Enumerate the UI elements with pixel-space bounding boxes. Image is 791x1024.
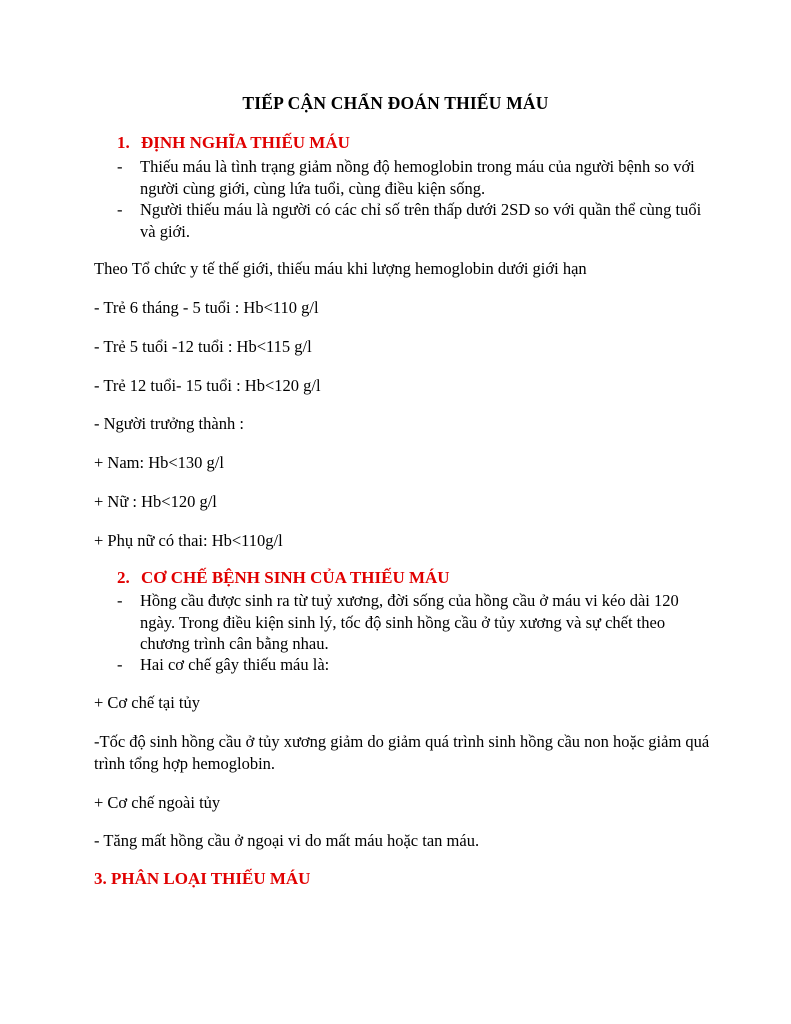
paragraph: - Trẻ 5 tuổi -12 tuổi : Hb<115 g/l: [94, 337, 312, 356]
paragraph: Theo Tổ chức y tế thế giới, thiếu máu khi lượng hemoglobin dưới giới hạn: [94, 259, 587, 278]
section-3-title: PHÂN LOẠI THIẾU MÁU: [111, 869, 311, 888]
paragraph: + Cơ chế ngoài tủy: [94, 793, 221, 812]
section-3-heading: [94, 869, 310, 889]
bullet-text: Hai cơ chế gây thiếu máu là:: [140, 655, 330, 674]
paragraph: - Người trưởng thành :: [94, 414, 244, 433]
section-3-number: 3.: [94, 869, 107, 888]
bullet-dash: -: [117, 157, 123, 176]
bullet-text: Hồng cầu được sinh ra từ tuỷ xương, đời sống của hồng cầu ở máu vi kéo dài 120 ngày. Trong điều kiện sinh lý, tốc độ sinh hồng cầu ở tủy xương và sự chết theo chương trình cân bằng nhau.: [140, 591, 679, 653]
paragraph: -Tốc độ sinh hồng cầu ở tủy xương giảm do giảm quá trình sinh hồng cầu non hoặc giảm quá trình tổng hợp hemoglobin.: [94, 732, 710, 773]
paragraph: + Nam: Hb<130 g/l: [94, 453, 224, 472]
section-2-heading: [117, 568, 450, 588]
document-title: TIẾP CẬN CHẨN ĐOÁN THIẾU MÁU: [242, 93, 549, 113]
bullet-dash: -: [117, 655, 123, 674]
paragraph: - Tăng mất hồng cầu ở ngoại vi do mất máu hoặc tan máu.: [94, 831, 480, 850]
paragraph: + Cơ chế tại tủy: [94, 693, 201, 712]
bullet-text: Người thiếu máu là người có các chỉ số trên thấp dưới 2SD so với quần thể cùng tuổi và giới.: [140, 200, 702, 241]
bullet-dash: -: [117, 200, 123, 219]
bullet-text: Thiếu máu là tình trạng giảm nồng độ hemoglobin trong máu của người bệnh so với người cùng giới, cùng lứa tuổi, cùng điều kiện sống.: [140, 157, 695, 198]
paragraph: + Nữ : Hb<120 g/l: [94, 492, 217, 511]
section-2-title: CƠ CHẾ BỆNH SINH CỦA THIẾU MÁU: [141, 568, 450, 587]
section-1-heading: [117, 133, 350, 153]
section-1-title: ĐỊNH NGHĨA THIẾU MÁU: [141, 133, 350, 152]
paragraph: - Trẻ 6 tháng - 5 tuổi : Hb<110 g/l: [94, 298, 319, 317]
section-1-number: 1.: [117, 133, 130, 152]
paragraph: - Trẻ 12 tuổi- 15 tuổi : Hb<120 g/l: [94, 376, 321, 395]
section-2-number: 2.: [117, 568, 130, 587]
bullet-dash: -: [117, 591, 123, 610]
paragraph: + Phụ nữ có thai: Hb<110g/l: [94, 531, 283, 550]
